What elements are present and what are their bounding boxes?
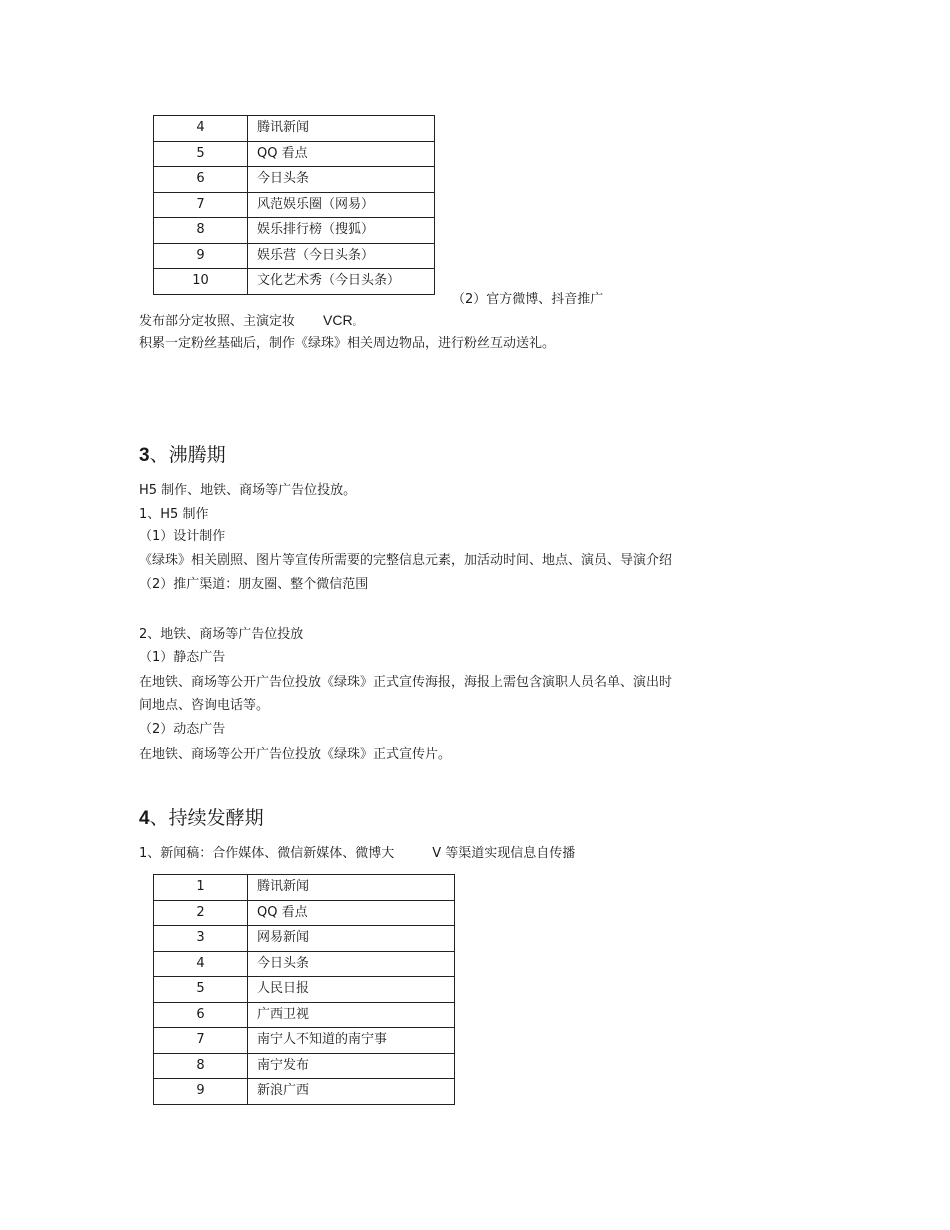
row-number: 6: [154, 1002, 248, 1028]
makeup-photo-line: [139, 312, 362, 331]
row-number: 7: [154, 192, 248, 218]
table-row: [154, 243, 435, 269]
table-row: [154, 192, 435, 218]
row-number: 6: [154, 167, 248, 193]
row-number: 9: [154, 243, 248, 269]
row-number: 4: [154, 116, 248, 142]
media-table-bottom: [153, 874, 455, 1105]
table-row: [154, 1053, 455, 1079]
static-ad-text-1: 在地铁、商场等公开广告位投放《绿珠》正式宣传海报，海报上需包含演职人员名单、演出时: [139, 675, 673, 690]
row-number: 5: [154, 141, 248, 167]
row-number: 8: [154, 1053, 248, 1079]
media-name: 娱乐营（今日头条）: [248, 243, 435, 269]
media-name: 风范娱乐圈（网易）: [248, 192, 435, 218]
table-row: [154, 218, 435, 244]
table-row: [154, 926, 455, 952]
row-number: 5: [154, 977, 248, 1003]
row-number: 3: [154, 926, 248, 952]
row-number: 7: [154, 1028, 248, 1054]
press-release-text-a: 1、新闻稿：合作媒体、微信新媒体、微博大: [139, 846, 395, 861]
section-4-title: 、持续发酵期: [149, 807, 264, 829]
media-name: QQ 看点: [248, 141, 435, 167]
media-name: 网易新闻: [248, 926, 455, 952]
fan-interaction-line: 积累一定粉丝基础后，制作《绿珠》相关周边物品，进行粉丝互动送礼。: [139, 336, 556, 351]
media-name: 文化艺术秀（今日头条）: [248, 269, 435, 295]
row-number: 9: [154, 1079, 248, 1105]
makeup-photo-text: 发布部分定妆照、主演定妆: [139, 314, 296, 329]
vcr-text: VCR: [323, 312, 353, 328]
media-name: 新浪广西: [248, 1079, 455, 1105]
table-row: [154, 875, 455, 901]
section-3-title: 、沸腾期: [149, 444, 226, 466]
media-name: 南宁人不知道的南宁事: [248, 1028, 455, 1054]
table-row: [154, 1002, 455, 1028]
static-ad-subtitle: （1）静态广告: [139, 650, 226, 665]
media-table-top: [153, 115, 435, 295]
section-3-intro: H5 制作、地铁、商场等广告位投放。: [139, 483, 357, 498]
row-number: 1: [154, 875, 248, 901]
h5-design-subtitle: （1）设计制作: [139, 529, 226, 544]
table-row: [154, 167, 435, 193]
table-row: [154, 977, 455, 1003]
static-ad-text-2: 间地点、咨询电话等。: [139, 698, 270, 713]
section-4-heading: [139, 806, 264, 831]
table-row: [154, 141, 435, 167]
weibo-douyin-subtitle: （2）官方微博、抖音推广: [452, 292, 604, 307]
media-name: 今日头条: [248, 167, 435, 193]
table-row: [154, 116, 435, 142]
media-name: 腾讯新闻: [248, 875, 455, 901]
media-name: QQ 看点: [248, 900, 455, 926]
media-name: 南宁发布: [248, 1053, 455, 1079]
row-number: 8: [154, 218, 248, 244]
media-name: 人民日报: [248, 977, 455, 1003]
table-row: [154, 900, 455, 926]
row-number: 10: [154, 269, 248, 295]
row-number: 4: [154, 951, 248, 977]
h5-item-title: 1、H5 制作: [139, 507, 209, 522]
section-3-heading: [139, 443, 226, 468]
media-name: 娱乐排行榜（搜狐）: [248, 218, 435, 244]
ad-placement-title: 2、地铁、商场等广告位投放: [139, 627, 304, 642]
period-text: 。: [352, 318, 362, 328]
table-row: [154, 1079, 455, 1105]
section-3-number: 3: [139, 445, 150, 466]
table-row: [154, 1028, 455, 1054]
h5-design-text: 《绿珠》相关剧照、图片等宣传所需要的完整信息元素，加活动时间、地点、演员、导演介绍: [139, 553, 673, 568]
h5-channel-subtitle: （2）推广渠道：朋友圈、整个微信范围: [139, 577, 369, 592]
table-row: [154, 269, 435, 295]
media-name: 腾讯新闻: [248, 116, 435, 142]
media-name: 今日头条: [248, 951, 455, 977]
press-release-text-b: V 等渠道实现信息自传播: [432, 846, 576, 861]
press-release-line: [139, 846, 575, 862]
table-row: [154, 951, 455, 977]
dynamic-ad-subtitle: （2）动态广告: [139, 722, 226, 737]
media-name: 广西卫视: [248, 1002, 455, 1028]
dynamic-ad-text: 在地铁、商场等公开广告位投放《绿珠》正式宣传片。: [139, 747, 452, 762]
row-number: 2: [154, 900, 248, 926]
section-4-number: 4: [139, 808, 150, 829]
